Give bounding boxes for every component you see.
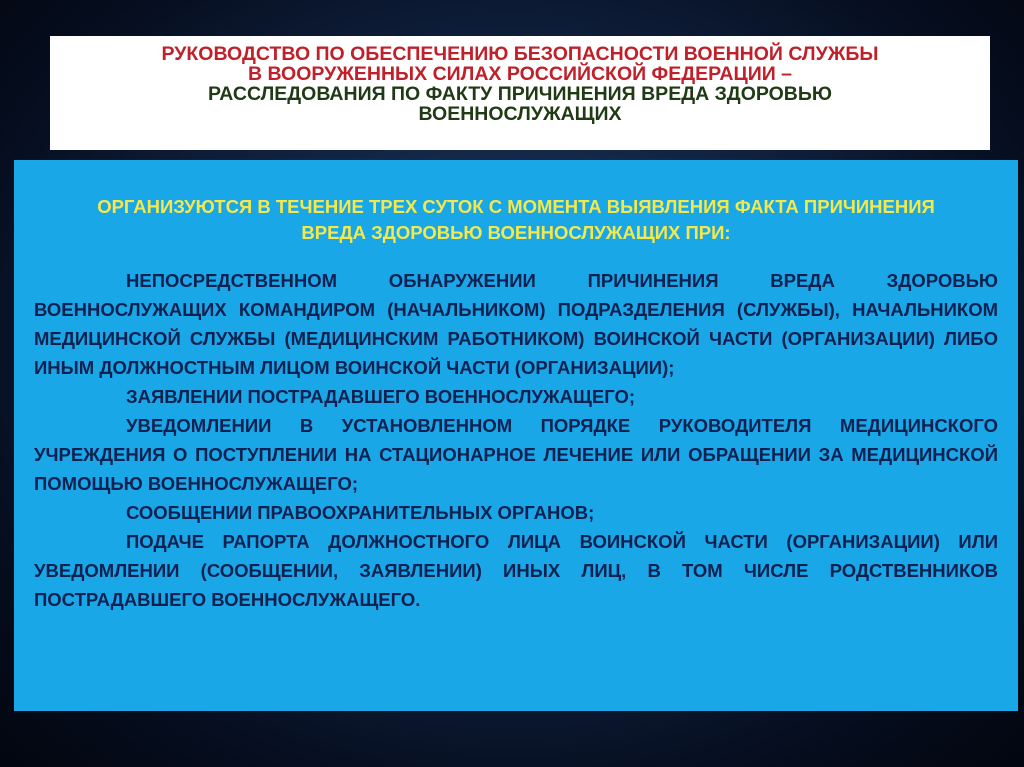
condition-list [34, 266, 998, 614]
heading-line-2: ВРЕДА ЗДОРОВЬЮ ВОЕННОСЛУЖАЩИХ ПРИ: [301, 222, 731, 243]
condition-item-4: СООБЩЕНИИ ПРАВООХРАНИТЕЛЬНЫХ ОРГАНОВ; [126, 502, 595, 523]
condition-item-3: УВЕДОМЛЕНИИ В УСТАНОВЛЕННОМ ПОРЯДКЕ РУКОВОДИТЕЛЯ МЕДИЦИНСКОГО УЧРЕЖДЕНИЯ О ПОСТУПЛЕНИИ НА СТАЦИОНАРНОЕ ЛЕЧЕНИЕ ИЛИ ОБРАЩЕНИИ ЗА МЕДИЦИНСКОЙ ПОМОЩЬЮ ВОЕННОСЛУЖАЩЕГО; [34, 415, 998, 494]
heading-line-1: ОРГАНИЗУЮТСЯ В ТЕЧЕНИЕ ТРЕХ СУТОК С МОМЕНТА ВЫЯВЛЕНИЯ ФАКТА ПРИЧИНЕНИЯ [97, 196, 935, 217]
title-line-4: ВОЕННОСЛУЖАЩИХ [418, 103, 622, 125]
condition-item-1: НЕПОСРЕДСТВЕННОМ ОБНАРУЖЕНИИ ПРИЧИНЕНИЯ ВРЕДА ЗДОРОВЬЮ ВОЕННОСЛУЖАЩИХ КОМАНДИРОМ (НАЧАЛЬНИКОМ) ПОДРАЗДЕЛЕНИЯ (СЛУЖБЫ), НАЧАЛЬНИКОМ МЕДИЦИНСКОЙ СЛУЖБЫ (МЕДИЦИНСКИМ РАБОТНИКОМ) ВОИНСКОЙ ЧАСТИ (ОРГАНИЗАЦИИ) ЛИБО ИНЫМ ДОЛЖНОСТНЫМ ЛИЦОМ ВОИНСКОЙ ЧАСТИ (ОРГАНИЗАЦИИ); [34, 270, 998, 378]
slide-title-box [50, 36, 990, 150]
title-line-3: РАССЛЕДОВАНИЯ ПО ФАКТУ ПРИЧИНЕНИЯ ВРЕДА ЗДОРОВЬЮ [208, 83, 832, 105]
content-panel [14, 160, 1018, 711]
title-line-1: РУКОВОДСТВО ПО ОБЕСПЕЧЕНИЮ БЕЗОПАСНОСТИ ВОЕННОЙ СЛУЖБЫ [161, 43, 879, 65]
content-heading [34, 194, 998, 246]
condition-item-2: ЗАЯВЛЕНИИ ПОСТРАДАВШЕГО ВОЕННОСЛУЖАЩЕГО; [126, 386, 636, 407]
condition-item-5: ПОДАЧЕ РАПОРТА ДОЛЖНОСТНОГО ЛИЦА ВОИНСКОЙ ЧАСТИ (ОРГАНИЗАЦИИ) ИЛИ УВЕДОМЛЕНИИ (СООБЩЕНИИ, ЗАЯВЛЕНИИ) ИНЫХ ЛИЦ, В ТОМ ЧИСЛЕ РОДСТВЕННИКОВ ПОСТРАДАВШЕГО ВОЕННОСЛУЖАЩЕГО. [34, 531, 998, 610]
title-line-2: В ВООРУЖЕННЫХ СИЛАХ РОССИЙСКОЙ ФЕДЕРАЦИИ – [247, 63, 793, 85]
